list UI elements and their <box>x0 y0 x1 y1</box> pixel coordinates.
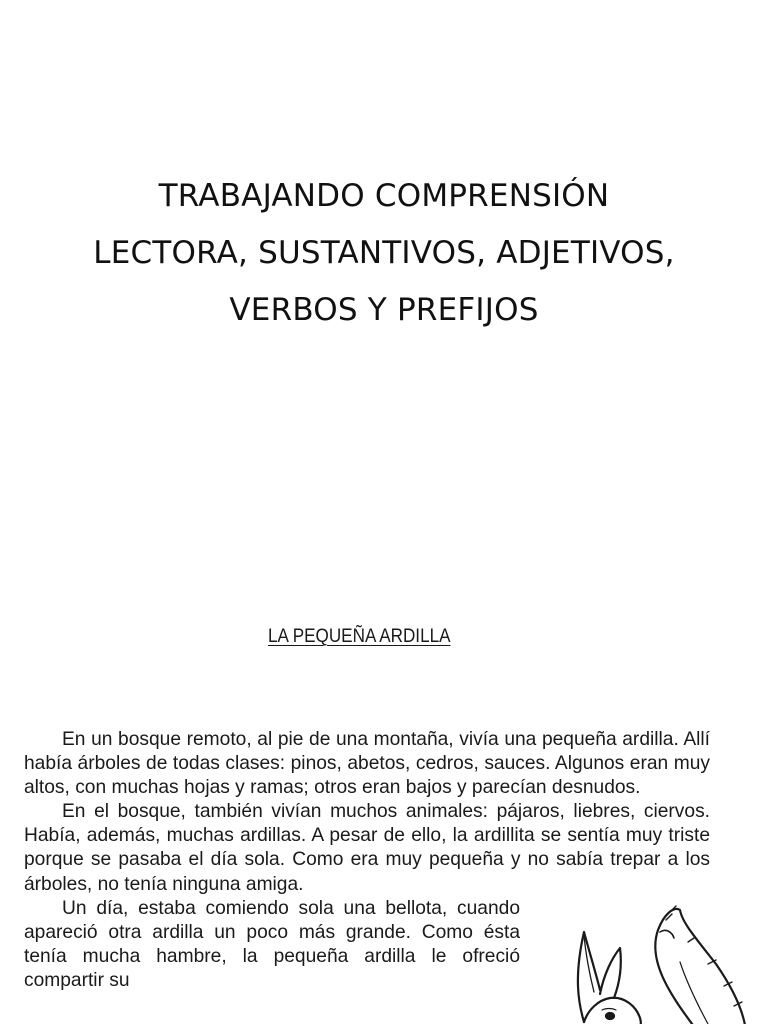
title-line: LECTORA, SUSTANTIVOS, ADJETIVOS, <box>93 235 675 271</box>
squirrel-drawing-icon <box>548 902 748 1024</box>
story-paragraph: Un día, estaba comiendo sola una bellota, cuando apareció otra ardilla un poco más grande. Como ésta tenía mucha hambre, la pequeña ardilla le ofreció compartir su <box>24 897 520 991</box>
title-line: VERBOS Y PREFIJOS <box>229 292 539 328</box>
story-paragraph: En el bosque, también vivían muchos animales: pájaros, liebres, ciervos. Había, además, muchas ardillas. A pesar de ello, la ardillita se sentía muy triste porque se pasaba el día sola. Como era muy pequeña y no sabía trepar a los árboles, no tenía ninguna amiga. <box>24 801 710 895</box>
title-line: TRABAJANDO COMPRENSIÓN <box>158 178 610 214</box>
page-title <box>40 168 728 339</box>
story-title: LA PEQUEÑA ARDILLA <box>268 626 451 647</box>
story-paragraph: En un bosque remoto, al pie de una montaña, vivía una pequeña ardilla. Allí había árboles de todas clases: pinos, abetos, cedros, sauces. Algunos eran muy altos, con muchas hojas y ramas; otros eran bajos y parecían desnudos. <box>24 729 710 799</box>
